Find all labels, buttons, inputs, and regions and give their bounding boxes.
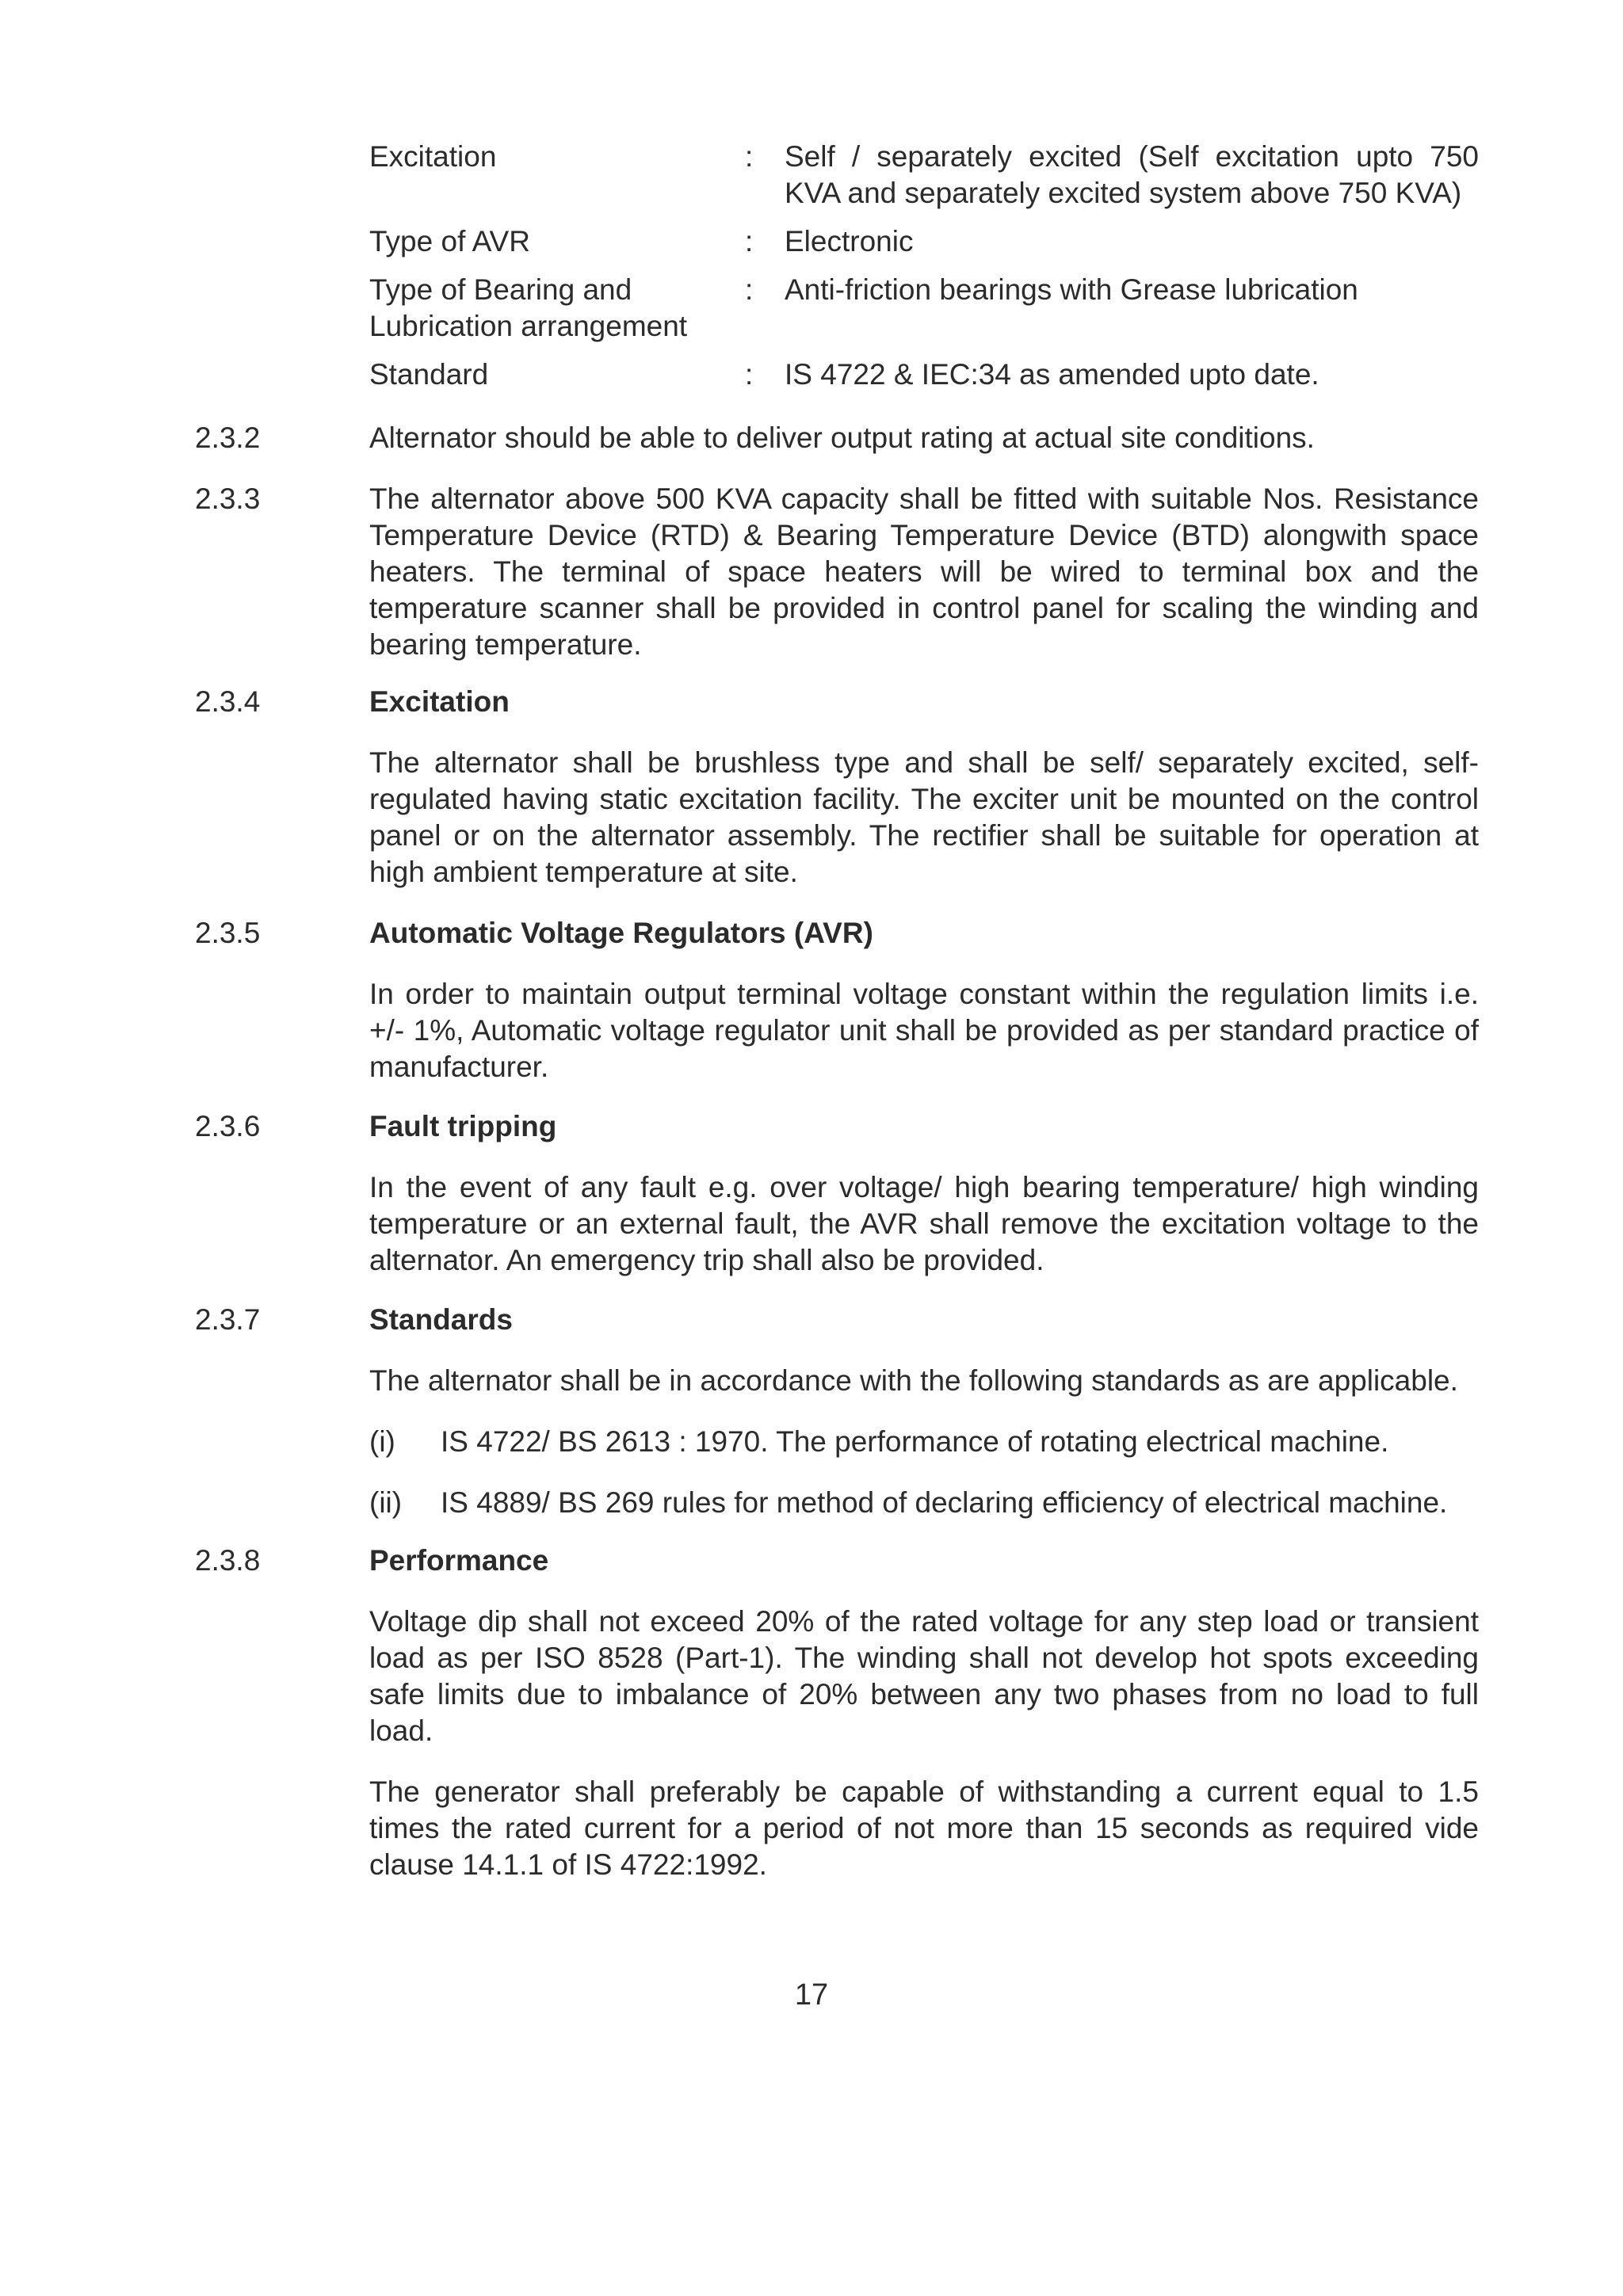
spec-table xyxy=(369,139,1479,405)
list-text: IS 4722/ BS 2613 : 1970. The performance of rotating electrical machine. xyxy=(441,1425,1389,1458)
section-paragraph: The alternator shall be in accordance with the following standards as are applicable. xyxy=(369,1364,1458,1397)
section-number: 2.3.4 xyxy=(195,685,261,718)
spec-row-standard xyxy=(369,357,1479,393)
spec-colon: : xyxy=(745,225,754,257)
spec-row-avr xyxy=(369,223,1479,260)
section-number: 2.3.7 xyxy=(195,1303,261,1336)
spec-colon: : xyxy=(745,273,754,306)
list-item xyxy=(369,1485,1479,1521)
section-paragraph: The generator shall preferably be capable of withstanding a current equal to 1.5 times the rated current for a period of not more than 15 seconds as required vide clause 14.1.1 of IS 4722:1992. xyxy=(369,1775,1479,1881)
section-number: 2.3.6 xyxy=(195,1110,261,1142)
spec-value: Electronic xyxy=(785,225,914,257)
spec-colon: : xyxy=(745,358,754,391)
section-number: 2.3.3 xyxy=(195,482,261,515)
section-title: Automatic Voltage Regulators (AVR) xyxy=(369,917,873,949)
section-paragraph: Voltage dip shall not exceed 20% of the rated voltage for any step load or transient load as per ISO 8528 (Part-1). The winding shall not develop hot spots exceeding safe limits due to imbalance of 20% between any two phases from no load to full load. xyxy=(369,1605,1479,1747)
spec-value: Anti-friction bearings with Grease lubrication xyxy=(785,273,1358,306)
spec-row-excitation xyxy=(369,139,1479,212)
section-number: 2.3.5 xyxy=(195,917,261,949)
section-number: 2.3.8 xyxy=(195,1544,261,1577)
spec-value: Self / separately excited (Self excitation upto 750 KVA and separately excited system above 750 KVA) xyxy=(785,140,1479,209)
section-title: Performance xyxy=(369,1544,549,1577)
list-item xyxy=(369,1424,1479,1460)
list-text: IS 4889/ BS 269 rules for method of declaring efficiency of electrical machine. xyxy=(441,1486,1448,1519)
list-marker: (ii) xyxy=(369,1486,403,1519)
section-number: 2.3.2 xyxy=(195,421,261,454)
section-paragraph: The alternator above 500 KVA capacity shall be fitted with suitable Nos. Resistance Temperature Device (RTD) & Bearing Temperature Device (BTD) alongwith space heaters. The terminal of space heaters will be wired to terminal box and the temperature scanner shall be provided in control panel for scaling the winding and bearing temperature. xyxy=(369,482,1479,661)
section-paragraph: Alternator should be able to deliver output rating at actual site conditions. xyxy=(369,421,1315,454)
section-paragraph: The alternator shall be brushless type and shall be self/ separately excited, self-regulated having static excitation facility. The exciter unit be mounted on the control panel or on the alternator assembly. The rectifier shall be suitable for operation at high ambient temperature at site. xyxy=(369,746,1479,888)
section-title: Standards xyxy=(369,1303,513,1336)
spec-row-bearing xyxy=(369,272,1479,345)
spec-label: Standard xyxy=(369,358,489,391)
section-title: Fault tripping xyxy=(369,1110,557,1142)
list-marker: (i) xyxy=(369,1425,395,1458)
spec-label: Type of AVR xyxy=(369,225,530,257)
section-paragraph: In the event of any fault e.g. over voltage/ high bearing temperature/ high winding temperature or an external fault, the AVR shall remove the excitation voltage to the alternator. An emergency trip shall also be provided. xyxy=(369,1171,1479,1276)
section-title: Excitation xyxy=(369,685,510,718)
section-paragraph: In order to maintain output terminal voltage constant within the regulation limits i.e. +/- 1%, Automatic voltage regulator unit shall be provided as per standard practice of manufacturer. xyxy=(369,978,1479,1083)
page-number: 17 xyxy=(794,1978,829,2012)
spec-value: IS 4722 & IEC:34 as amended upto date. xyxy=(785,358,1319,391)
spec-label: Type of Bearing and Lubrication arrangement xyxy=(369,273,688,342)
spec-label: Excitation xyxy=(369,140,497,173)
spec-colon: : xyxy=(745,140,754,173)
